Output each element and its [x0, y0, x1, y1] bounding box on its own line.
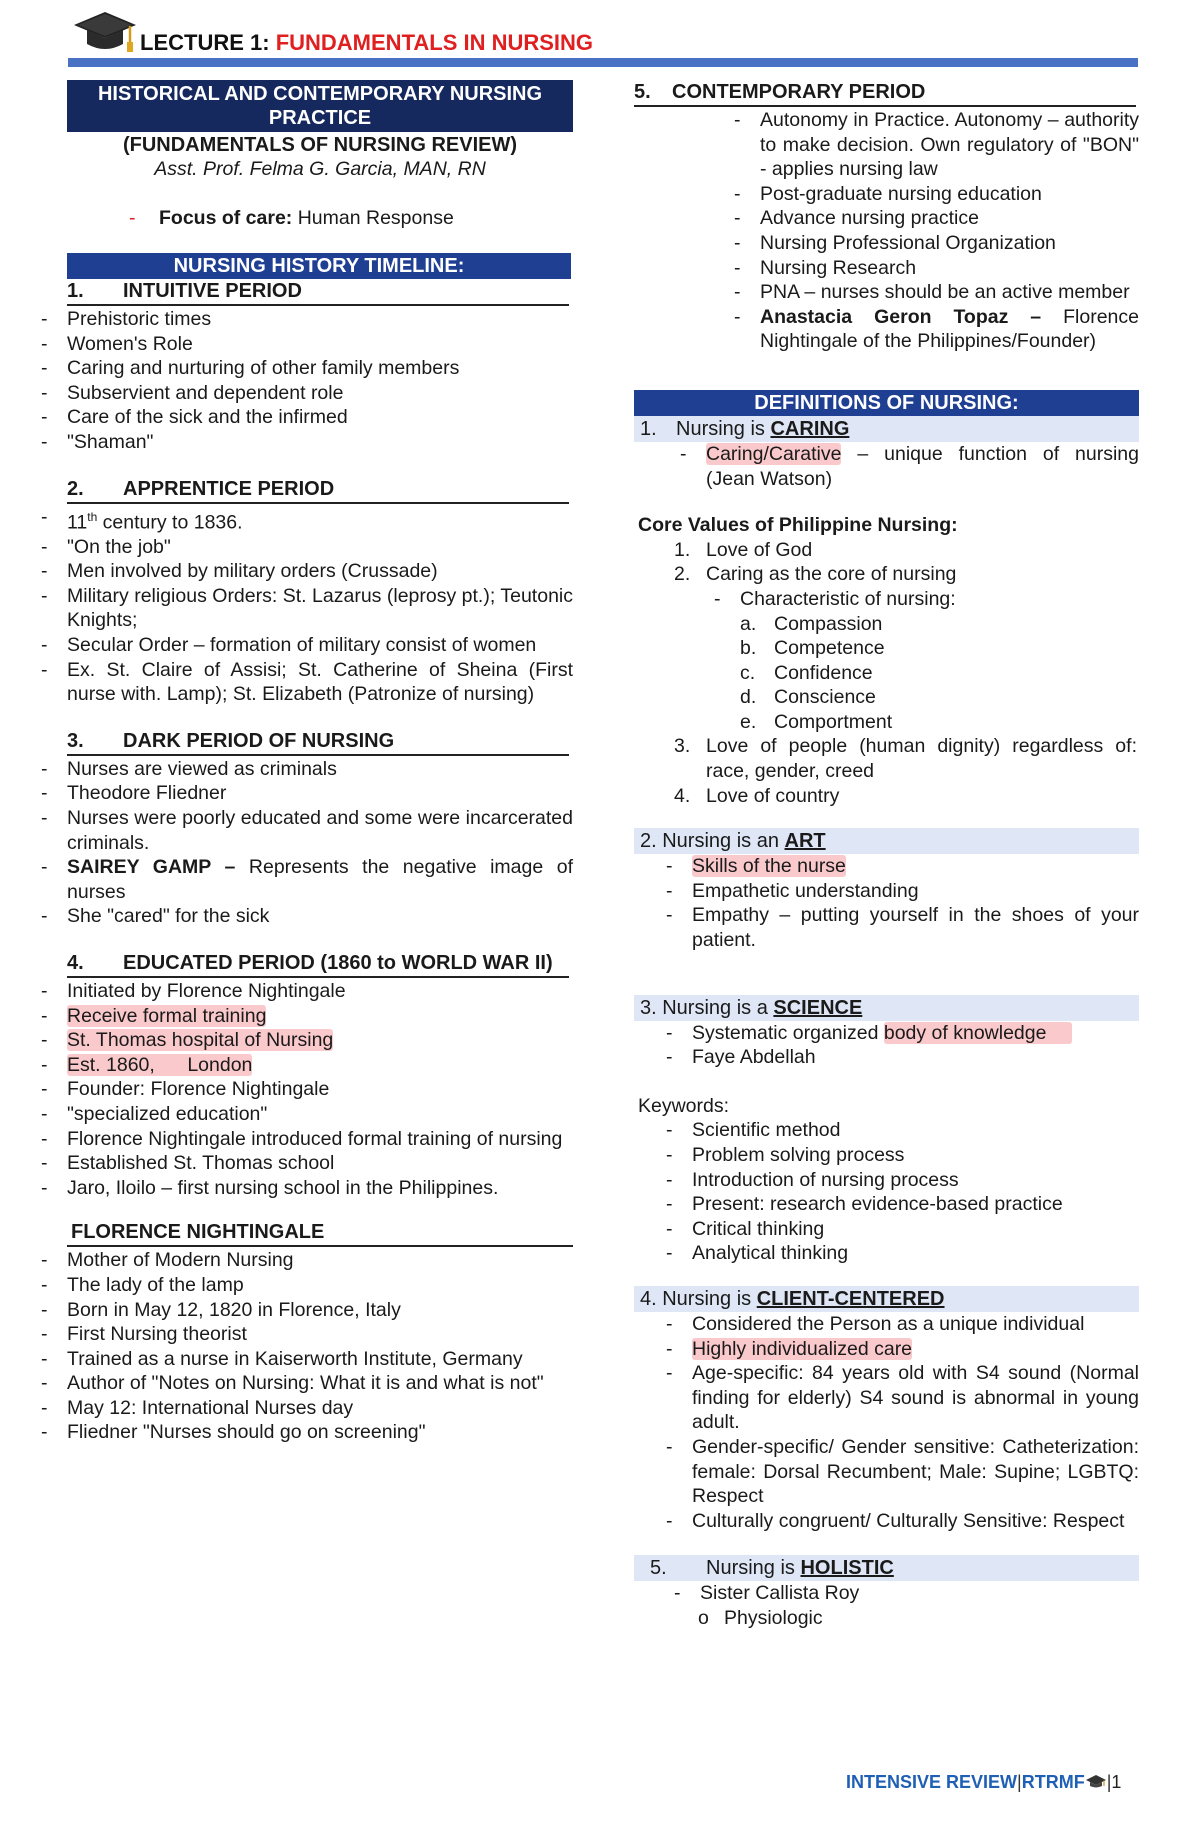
list-item: - Analytical thinking	[692, 1241, 1139, 1266]
definition-art: 2. Nursing is an ART	[634, 828, 1139, 854]
page-header	[68, 6, 1138, 66]
list-item: - Skills of the nurse	[692, 854, 1139, 879]
list-item: - Post-graduate nursing education	[760, 182, 1139, 207]
list-item: - "On the job"	[67, 535, 573, 560]
list-item: - Prehistoric times	[67, 307, 573, 332]
list-item: - Nursing Research	[760, 256, 1139, 281]
definition-holistic: 5. Nursing is HOLISTIC	[634, 1555, 1139, 1581]
list-item: - She "cared" for the sick	[67, 904, 573, 929]
title-box: HISTORICAL AND CONTEMPORARY NURSING PRACTICE	[67, 80, 573, 132]
core-values-title: Core Values of Philippine Nursing:	[638, 514, 958, 537]
definition-client-centered: 4. Nursing is CLIENT-CENTERED	[634, 1286, 1139, 1312]
florence-nightingale-list	[67, 1248, 573, 1445]
list-item: - Anastacia Geron Topaz – Florence Nightingale of the Philippines/Founder)	[760, 305, 1139, 354]
list-item: - SAIREY GAMP – Represents the negative image of nurses	[67, 855, 573, 904]
list-item: - Problem solving process	[692, 1143, 1139, 1168]
dark-period-heading: 3. DARK PERIOD OF NURSING	[67, 729, 569, 756]
list-item: - Introduction of nursing process	[692, 1168, 1139, 1193]
graduation-cap-icon	[72, 8, 138, 60]
list-item: e. Comportment	[740, 710, 893, 733]
list-item: - The lady of the lamp	[67, 1273, 573, 1298]
list-item: - Autonomy in Practice. Autonomy – authority to make decision. Own regulatory of "BON" - applies nursing law	[760, 108, 1139, 182]
list-item: - Initiated by Florence Nightingale	[67, 979, 573, 1004]
list-item: - Present: research evidence-based practice	[692, 1192, 1139, 1217]
list-item: 1. Love of God	[674, 538, 813, 561]
list-item: - Fliedner "Nurses should go on screening"	[67, 1420, 573, 1445]
list-item: - Nurses are viewed as criminals	[67, 757, 573, 782]
author: Asst. Prof. Felma G. Garcia, MAN, RN	[154, 158, 486, 180]
keywords-list	[634, 1118, 1139, 1266]
characteristic-list	[634, 587, 1139, 612]
focus-dash: -	[129, 207, 136, 229]
list-item: - Age-specific: 84 years old with S4 sound (Normal finding for elderly) S4 sound is abnormal in young adult.	[692, 1361, 1139, 1435]
list-item: - Receive formal training	[67, 1004, 573, 1029]
list-item: - Mother of Modern Nursing	[67, 1248, 573, 1273]
list-item: - Jaro, Iloilo – first nursing school in the Philippines.	[67, 1176, 573, 1201]
contemporary-period-list	[634, 108, 1139, 354]
list-item: - Florence Nightingale introduced formal training of nursing	[67, 1127, 573, 1152]
list-item: - Theodore Fliedner	[67, 781, 573, 806]
list-item: - First Nursing theorist	[67, 1322, 573, 1347]
apprentice-period-list	[67, 505, 573, 707]
definition-science: 3. Nursing is a SCIENCE	[634, 995, 1139, 1021]
list-item: - St. Thomas hospital of Nursing	[67, 1028, 573, 1053]
left-column	[67, 80, 573, 1445]
caring-list	[634, 442, 1139, 491]
art-list	[634, 854, 1139, 952]
list-item: c. Confidence	[740, 661, 873, 684]
list-item: - May 12: International Nurses day	[67, 1396, 573, 1421]
florence-nightingale-heading: FLORENCE NIGHTINGALE	[67, 1220, 573, 1247]
list-item: - Caring/Carative – unique function of nursing (Jean Watson)	[706, 442, 1139, 491]
intuitive-period-list	[67, 307, 573, 455]
header-rule	[68, 58, 1138, 67]
timeline-bar: NURSING HISTORY TIMELINE:	[67, 253, 571, 279]
list-item: - Est. 1860, London	[67, 1053, 573, 1078]
graduation-cap-icon	[1085, 1774, 1107, 1790]
list-item: - Faye Abdellah	[692, 1045, 1139, 1070]
focus-of-care: - Focus of care: Human Response	[129, 207, 454, 229]
list-item: - Empathetic understanding	[692, 879, 1139, 904]
list-item: - Nurses were poorly educated and some were incarcerated criminals.	[67, 806, 573, 855]
list-item: - PNA – nurses should be an active member	[760, 280, 1139, 305]
lecture-title-accent: FUNDAMENTALS IN NURSING	[275, 30, 594, 55]
core-values-list	[634, 538, 1139, 587]
intuitive-period-heading: 1. INTUITIVE PERIOD	[67, 279, 569, 306]
list-item: - Men involved by military orders (Crussade)	[67, 559, 573, 584]
list-item: - Trained as a nurse in Kaiserworth Institute, Germany	[67, 1347, 573, 1372]
list-item: - Scientific method	[692, 1118, 1139, 1143]
list-item: - "Shaman"	[67, 430, 573, 455]
subtitle: (FUNDAMENTALS OF NURSING REVIEW)	[122, 134, 518, 156]
educated-period-sublist	[67, 1176, 573, 1201]
list-item: - Systematic organized body of knowledge	[692, 1021, 1139, 1046]
educated-period-list	[67, 979, 573, 1176]
page-footer: INTENSIVE REVIEW|RTRMF |1	[846, 1772, 1122, 1792]
list-item: - Empathy – putting yourself in the shoes of your patient.	[692, 903, 1139, 952]
list-item: d. Conscience	[740, 686, 876, 709]
definition-caring: 1. Nursing is CARING	[634, 416, 1139, 442]
keywords-label: Keywords:	[638, 1094, 730, 1117]
list-item: - Founder: Florence Nightingale	[67, 1077, 573, 1102]
list-item: - Military religious Orders: St. Lazarus (leprosy pt.); Teutonic Knights;	[67, 584, 573, 633]
list-item: - Subservient and dependent role	[67, 381, 573, 406]
holistic-sublist	[634, 1606, 1139, 1631]
list-item: - 11th century to 1836.	[67, 505, 573, 535]
list-item: - "specialized education"	[67, 1102, 573, 1127]
list-item: 3. Love of people (human dignity) regardless of: race, gender, creed	[674, 735, 1137, 783]
dark-period-list	[67, 757, 573, 929]
list-item: - Born in May 12, 1820 in Florence, Italy	[67, 1298, 573, 1323]
client-centered-list	[634, 1312, 1139, 1533]
list-item: 2. Caring as the core of nursing	[674, 563, 957, 586]
list-item: - Considered the Person as a unique individual	[692, 1312, 1139, 1337]
characteristic-letters	[634, 612, 1139, 735]
list-item: o Physiologic	[724, 1606, 1139, 1631]
definitions-bar: DEFINITIONS OF NURSING:	[634, 390, 1139, 416]
list-item: - Secular Order – formation of military consist of women	[67, 633, 573, 658]
list-item: - Author of "Notes on Nursing: What it is and what is not"	[67, 1371, 573, 1396]
list-item: - Caring and nurturing of other family members	[67, 356, 573, 381]
list-item: - Culturally congruent/ Culturally Sensitive: Respect	[692, 1509, 1139, 1534]
list-item: - Ex. St. Claire of Assisi; St. Catherine of Sheina (First nurse with. Lamp); St. Elizabeth (Patronize of nursing)	[67, 658, 573, 707]
right-column	[634, 80, 1139, 1631]
lecture-title: LECTURE 1: FUNDAMENTALS IN NURSING	[140, 30, 594, 55]
list-item: - Highly individualized care	[692, 1337, 1139, 1362]
core-values-list-cont	[634, 734, 1137, 808]
list-item: - Gender-specific/ Gender sensitive: Catheterization: female: Dorsal Recumbent; Male: Supine; LGBTQ: Respect	[692, 1435, 1139, 1509]
list-item: - Sister Callista Roy	[700, 1581, 1139, 1606]
list-item: a. Compassion	[740, 612, 883, 635]
list-item: - Advance nursing practice	[760, 206, 1139, 231]
apprentice-period-heading: 2. APPRENTICE PERIOD	[67, 477, 569, 504]
science-list	[634, 1021, 1139, 1070]
educated-period-heading: 4. EDUCATED PERIOD (1860 to WORLD WAR II)	[67, 951, 569, 978]
list-item: - Women's Role	[67, 332, 573, 357]
list-item: - Established St. Thomas school	[67, 1151, 573, 1176]
contemporary-period-heading: 5. CONTEMPORARY PERIOD	[634, 80, 1136, 107]
holistic-list	[634, 1581, 1139, 1606]
list-item: - Characteristic of nursing:	[740, 587, 1139, 612]
list-item: - Critical thinking	[692, 1217, 1139, 1242]
list-item: 4. Love of country	[674, 784, 840, 807]
list-item: - Nursing Professional Organization	[760, 231, 1139, 256]
list-item: b. Competence	[740, 637, 885, 660]
list-item: - Care of the sick and the infirmed	[67, 405, 573, 430]
